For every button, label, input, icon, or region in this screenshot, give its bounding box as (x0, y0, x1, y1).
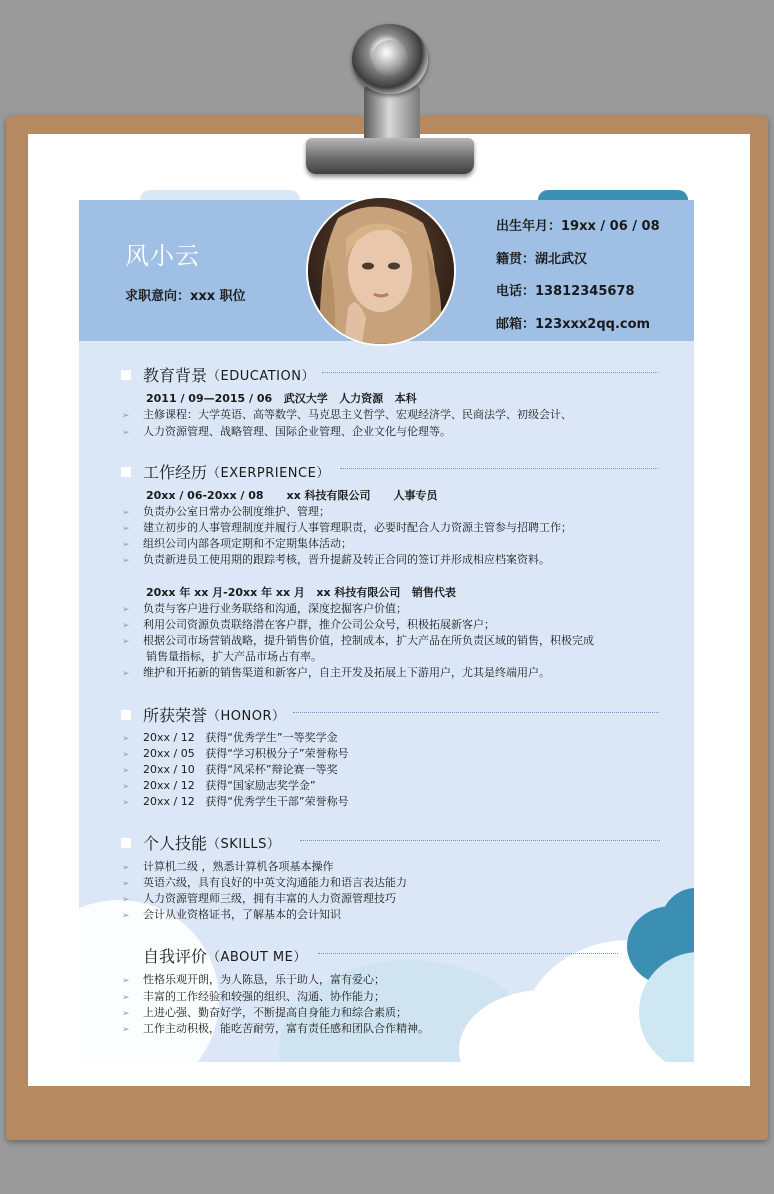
info-native: 籍贯：湖北武汉 (496, 252, 588, 267)
section-title-text: 个人技能 (143, 834, 208, 853)
candidate-name: 风小云 (125, 242, 200, 270)
section-title-skills (121, 831, 280, 854)
section-title-honor (121, 703, 286, 726)
education-entry: 2011 / 09—2015 / 06 武汉大学 人力资源 本科 (146, 392, 417, 405)
arrow-bullet-icon: ➢ (122, 911, 130, 921)
arrow-bullet-icon: ➢ (122, 411, 130, 421)
arrow-bullet-icon: ➢ (122, 863, 130, 873)
avatar-photo (308, 198, 454, 344)
arrow-bullet-icon: ➢ (122, 798, 130, 808)
arrow-bullet-icon: ➢ (122, 669, 130, 679)
list-item: ➢ 负责办公室日常办公制度维护、管理； (122, 505, 330, 518)
arrow-bullet-icon: ➢ (122, 1009, 130, 1019)
list-item: ➢ 上进心强、勤奋好学，不断提高自身能力和综合素质； (122, 1006, 407, 1019)
list-item: ➢ 利用公司资源负责联络潜在客户群，推介公司公众号，积极拓展新客户； (122, 618, 495, 631)
list-item: ➢ 20xx / 12 获得“优秀学生干部”荣誉称号 (122, 795, 349, 808)
section-title-about (121, 944, 307, 967)
list-item: ➢ 负责与客户进行业务联络和沟通，深度挖掘客户价值； (122, 602, 407, 615)
arrow-bullet-icon: ➢ (122, 637, 130, 647)
arrow-bullet-icon: ➢ (122, 734, 130, 744)
section-divider (318, 953, 618, 954)
section-divider (322, 372, 658, 373)
list-item-continuation: 销售量指标，扩大产品市场占有率。 (146, 650, 322, 663)
list-item: ➢ 负责新进员工使用期的跟踪考核，晋升提薪及转正合同的签订并形成相应档案资料。 (122, 553, 550, 566)
section-title-work (121, 460, 330, 483)
arrow-bullet-icon: ➢ (122, 895, 130, 905)
info-email: 邮箱：123xxx2qq.com (496, 317, 651, 332)
list-item: ➢ 建立初步的人事管理制度并履行人事管理职责，必要时配合人力资源主管参与招聘工作； (122, 521, 572, 534)
white-square-icon (121, 838, 131, 848)
list-item: ➢ 主修课程：大学英语、高等数学、马克思主义哲学、宏观经济学、民商法学、初级会计、 (122, 408, 572, 421)
list-item: ➢ 性格乐观开朗，为人陈恳，乐于助人，富有爱心； (122, 973, 385, 986)
arrow-bullet-icon: ➢ (122, 524, 130, 534)
section-divider (340, 468, 658, 469)
list-item: ➢ 人力资源管理、战略管理、国际企业管理、企业文化与伦理等。 (122, 425, 451, 438)
white-square-icon (121, 710, 131, 720)
white-square-icon (121, 951, 131, 961)
arrow-bullet-icon: ➢ (122, 782, 130, 792)
section-divider (293, 712, 659, 713)
section-title-en: （EXERPRIENCE） (207, 466, 330, 481)
list-item: ➢ 根据公司市场营销战略，提升销售价值，控制成本，扩大产品在所负责区域的销售，积极完成 (122, 634, 594, 647)
avatar (306, 196, 456, 346)
arrow-bullet-icon: ➢ (122, 428, 130, 438)
list-item: ➢ 丰富的工作经验和较强的组织、沟通、协作能力； (122, 990, 385, 1003)
list-item: ➢ 20xx / 05 获得“学习积极分子”荣誉称号 (122, 747, 349, 760)
section-title-text: 教育背景 (143, 366, 208, 385)
job-intent: 求职意向：xxx 职位 (125, 289, 246, 304)
list-item: ➢ 人力资源管理师三级，拥有丰富的人力资源管理技巧 (122, 892, 396, 905)
section-title-text: 工作经历 (143, 463, 208, 482)
arrow-bullet-icon: ➢ (122, 621, 130, 631)
arrow-bullet-icon: ➢ (122, 750, 130, 760)
list-item: ➢ 20xx / 12 获得“优秀学生”一等奖学金 (122, 731, 338, 744)
list-item: ➢ 维护和开拓新的销售渠道和新客户，自主开发及拓展上下游用户，尤其是终端用户。 (122, 666, 550, 679)
binder-clip-hole (372, 40, 408, 76)
white-square-icon (121, 467, 131, 477)
section-title-text: 自我评价 (143, 947, 208, 966)
arrow-bullet-icon: ➢ (122, 766, 130, 776)
section-title-en: （ABOUT ME） (207, 950, 307, 965)
work-entry-1: 20xx / 06-20xx / 08 xx 科技有限公司 人事专员 (146, 489, 438, 502)
info-birth: 出生年月：19xx / 06 / 08 (496, 219, 660, 234)
section-divider (300, 840, 660, 841)
list-item: ➢ 计算机二级 ，熟悉计算机各项基本操作 (122, 860, 334, 873)
list-item: ➢ 20xx / 12 获得“国家励志奖学金” (122, 779, 316, 792)
arrow-bullet-icon: ➢ (122, 976, 130, 986)
binder-clip-base (306, 138, 474, 174)
binder-clip-neck (364, 86, 420, 146)
work-entry-2: 20xx 年 xx 月-20xx 年 xx 月 xx 科技有限公司 销售代表 (146, 586, 456, 599)
section-title-text: 所获荣誉 (143, 706, 208, 725)
arrow-bullet-icon: ➢ (122, 879, 130, 889)
section-title-en: （SKILLS） (207, 837, 281, 852)
arrow-bullet-icon: ➢ (122, 556, 130, 566)
info-phone: 电话：13812345678 (496, 284, 635, 299)
list-item: ➢ 20xx / 10 获得“风采杯”辩论赛一等奖 (122, 763, 338, 776)
arrow-bullet-icon: ➢ (122, 540, 130, 550)
section-title-en: （EDUCATION） (207, 369, 315, 384)
arrow-bullet-icon: ➢ (122, 993, 130, 1003)
arrow-bullet-icon: ➢ (122, 1025, 130, 1035)
arrow-bullet-icon: ➢ (122, 605, 130, 615)
white-square-icon (121, 370, 131, 380)
list-item: ➢ 组织公司内部各项定期和不定期集体活动； (122, 537, 352, 550)
section-title-education (121, 363, 315, 386)
list-item: ➢ 工作主动积极，能吃苦耐劳，富有责任感和团队合作精神。 (122, 1022, 429, 1035)
list-item: ➢ 会计从业资格证书，了解基本的会计知识 (122, 908, 341, 921)
section-title-en: （HONOR） (207, 709, 286, 724)
list-item: ➢ 英语六级，具有良好的中英文沟通能力和语言表达能力 (122, 876, 407, 889)
arrow-bullet-icon: ➢ (122, 508, 130, 518)
